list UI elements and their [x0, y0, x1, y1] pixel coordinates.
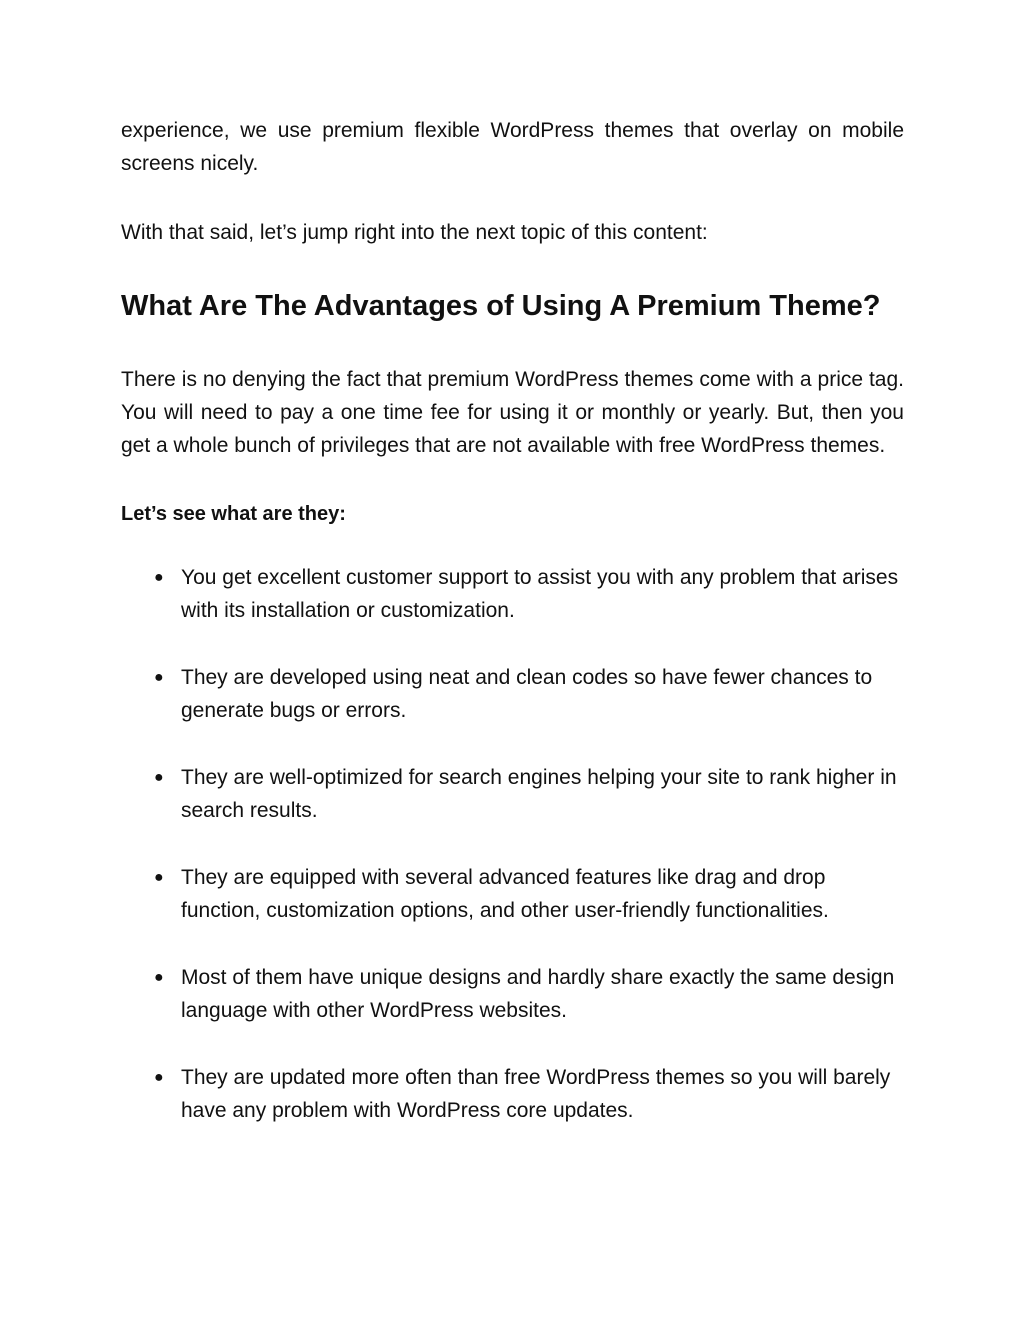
bullet-icon: ●	[154, 669, 164, 686]
advantages-list	[121, 561, 904, 1127]
bullet-icon: ●	[154, 869, 164, 886]
list-item	[121, 1061, 904, 1127]
list-item-text: They are equipped with several advanced features like drag and drop function, customization options, and other user-friendly functionalities.	[181, 866, 829, 922]
transition-paragraph: With that said, let’s jump right into the next topic of this content:	[121, 221, 708, 244]
list-item-text: Most of them have unique designs and hardly share exactly the same design language with other WordPress websites.	[181, 966, 895, 1022]
intro-paragraph: experience, we use premium flexible WordPress themes that overlay on mobile screens nicely.	[121, 119, 904, 175]
list-intro-heading: Let’s see what are they:	[121, 503, 346, 525]
list-item	[121, 961, 904, 1027]
document-page	[121, 114, 904, 1161]
list-item-text: They are developed using neat and clean codes so have fewer chances to generate bugs or errors.	[181, 666, 873, 722]
bullet-icon: ●	[154, 969, 164, 986]
list-item	[121, 661, 904, 727]
list-item-text: They are updated more often than free WordPress themes so you will barely have any problem with WordPress core updates.	[181, 1066, 891, 1122]
bullet-icon: ●	[154, 769, 164, 786]
list-item-text: They are well-optimized for search engines helping your site to rank higher in search results.	[181, 766, 897, 822]
list-item-text: You get excellent customer support to assist you with any problem that arises with its installation or customization.	[181, 566, 899, 622]
bullet-icon: ●	[154, 569, 164, 586]
section-heading: What Are The Advantages of Using A Premium Theme?	[121, 290, 881, 322]
bullet-icon: ●	[154, 1069, 164, 1086]
body-paragraph: There is no denying the fact that premium WordPress themes come with a price tag. You will need to pay a one time fee for using it or monthly or yearly. But, then you get a whole bunch of privileges that are not available with free WordPress themes.	[121, 368, 904, 457]
list-item	[121, 761, 904, 827]
list-item	[121, 861, 904, 927]
list-item	[121, 561, 904, 627]
